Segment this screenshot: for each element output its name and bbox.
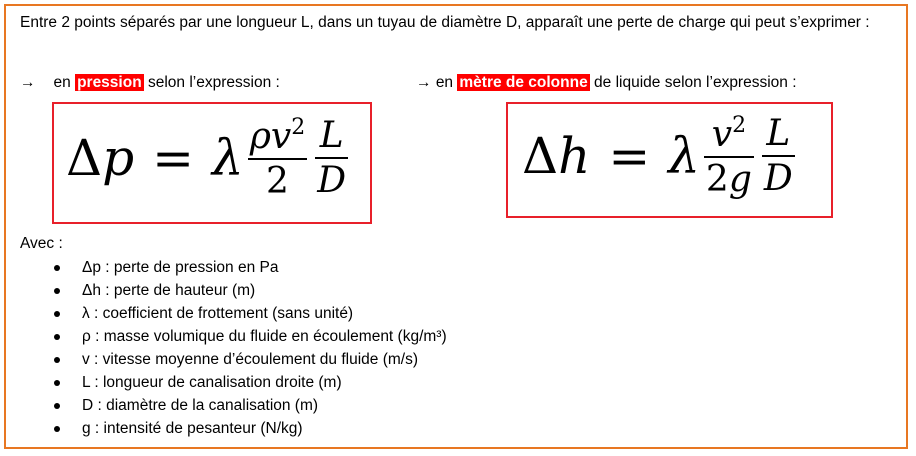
- column-highlight: mètre de colonne: [459, 74, 588, 91]
- bullet-icon: [54, 334, 60, 340]
- exponent: 2: [291, 115, 306, 140]
- variable-definition: g : intensité de pesanteur (N/kg): [82, 420, 303, 437]
- pressure-formula: [66, 116, 352, 201]
- fraction-denominator: 2: [266, 160, 289, 202]
- list-item: [52, 350, 447, 373]
- fraction-numerator: L: [319, 115, 344, 156]
- variable-list: [52, 258, 447, 442]
- list-item: [52, 327, 447, 350]
- variable-definition: D : diamètre de la canalisation (m): [82, 397, 319, 414]
- lambda-symbol: λ: [668, 127, 700, 186]
- height-formula: [522, 114, 799, 199]
- bullet-icon: [54, 403, 60, 409]
- equals-sign: =: [152, 129, 195, 188]
- length-diameter-fraction: [762, 115, 795, 198]
- bullet-icon: [54, 357, 60, 363]
- arrow-icon: →: [20, 74, 36, 91]
- velocity-gravity-fraction: [704, 114, 754, 199]
- list-item: [52, 419, 447, 442]
- length-diameter-fraction: [315, 117, 348, 200]
- arrow-icon: →: [416, 74, 432, 91]
- intro-text: Entre 2 points séparés par une longueur L, dans un tuyau de diamètre D, apparaît une perte de charge qui peut s’exprimer :: [20, 14, 870, 31]
- pressure-formula-box: [52, 102, 372, 224]
- fraction-numerator: v: [711, 114, 733, 155]
- pressure-suffix: selon l’expression :: [147, 74, 280, 91]
- list-item: [52, 281, 447, 304]
- column-suffix: de liquide selon l’expression :: [594, 74, 797, 91]
- variable-definition: L : longueur de canalisation droite (m): [82, 374, 342, 391]
- density-velocity-fraction: [248, 116, 308, 201]
- delta-symbol: Δ: [522, 127, 559, 186]
- fraction-numerator: ρv: [249, 116, 292, 157]
- height-variable: h: [558, 127, 591, 186]
- height-formula-box: [506, 102, 833, 218]
- exponent: 2: [732, 113, 747, 138]
- fraction-denominator: D: [317, 159, 347, 201]
- bullet-icon: [54, 311, 60, 317]
- list-item: [52, 373, 447, 396]
- avec-label: Avec :: [20, 235, 63, 252]
- fraction-denominator-coefficient: 2: [705, 158, 729, 200]
- pressure-highlight: pression: [77, 74, 142, 91]
- delta-symbol: Δ: [66, 129, 103, 188]
- variable-definition: λ : coefficient de frottement (sans unité): [82, 305, 354, 322]
- bullet-icon: [54, 265, 60, 271]
- list-item: [52, 258, 447, 281]
- fraction-bar: [762, 155, 795, 157]
- equals-sign: =: [608, 127, 651, 186]
- fraction-denominator-variable: g: [728, 158, 752, 200]
- fraction-numerator: L: [766, 113, 791, 154]
- pressure-variable: p: [102, 129, 135, 188]
- list-item: [52, 396, 447, 419]
- fraction-denominator: D: [763, 157, 793, 199]
- bullet-icon: [54, 288, 60, 294]
- variable-definition: Δp : perte de pression en Pa: [82, 259, 279, 276]
- pressure-prefix: en: [53, 74, 71, 91]
- fraction-bar: [704, 156, 754, 158]
- variable-definition: v : vitesse moyenne d’écoulement du fluide (m/s): [82, 351, 418, 368]
- column-prefix: en: [435, 74, 454, 91]
- fraction-bar: [248, 158, 308, 160]
- list-item: [52, 304, 447, 327]
- bullet-icon: [54, 380, 60, 386]
- bullet-icon: [54, 426, 60, 432]
- lambda-symbol: λ: [212, 129, 244, 188]
- variable-definition: ρ : masse volumique du fluide en écoulement (kg/m³): [82, 328, 447, 345]
- fraction-bar: [315, 157, 348, 159]
- column-case-line: [416, 73, 797, 93]
- variable-definition: Δh : perte de hauteur (m): [82, 282, 256, 299]
- pressure-case-line: [20, 73, 280, 93]
